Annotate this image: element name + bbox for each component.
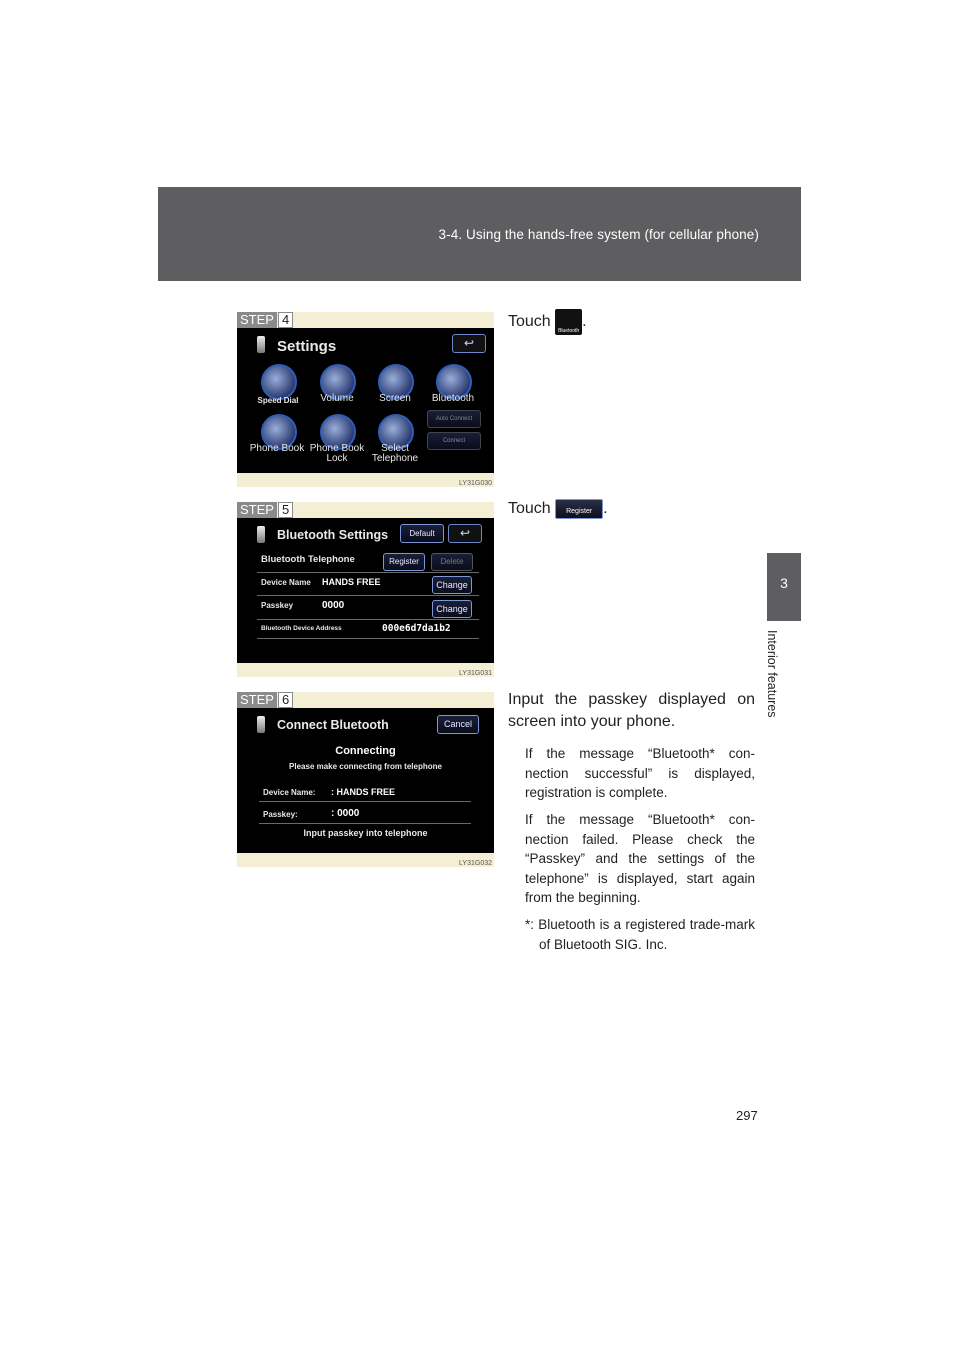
screen-title: Connect Bluetooth <box>277 718 389 732</box>
delete-button[interactable]: Delete <box>431 553 473 571</box>
step-5-instruction: Touch Register . <box>508 500 608 518</box>
speed-dial-label: Speed Dial <box>257 396 299 405</box>
phone-book-label: Phone Book <box>249 443 305 454</box>
device-name-label: Device Name <box>261 578 311 587</box>
trademark-note: *: Bluetooth is a registered trade-mark of Bluetooth SIG. Inc. <box>525 917 755 952</box>
step-5-screenshot <box>237 502 494 677</box>
phone-icon <box>257 526 265 543</box>
back-button[interactable]: ↩ <box>448 524 482 543</box>
divider <box>257 638 479 639</box>
register-inline-button: Register <box>555 499 603 519</box>
screen-title: Bluetooth Settings <box>277 528 389 542</box>
step-6-screenshot <box>237 692 494 867</box>
step-4-instruction: Touch Bluetooth . <box>508 309 587 335</box>
page-number: 297 <box>736 1108 758 1123</box>
passkey-value: 0000 <box>322 600 345 611</box>
select-telephone-label: Select Telephone <box>371 443 419 464</box>
bluetooth-settings-screen <box>237 518 494 663</box>
figure-code: LY31G030 <box>459 480 492 487</box>
screen-title: Settings <box>277 338 337 355</box>
chapter-number: 3 <box>780 575 788 591</box>
divider <box>257 619 479 620</box>
bluetooth-label: Bluetooth <box>431 393 475 404</box>
speed-dial-icon[interactable] <box>261 364 297 400</box>
chapter-label: Interior features <box>765 630 779 718</box>
divider <box>259 823 471 824</box>
settings-screen <box>237 328 494 473</box>
passkey-label: Passkey <box>261 601 294 610</box>
step-6-label: STEP 6 <box>237 692 293 708</box>
divider <box>257 572 479 573</box>
step-4-screenshot <box>237 312 494 487</box>
connect-bluetooth-screen <box>237 708 494 853</box>
chapter-tab <box>767 553 801 621</box>
step-5-label: STEP 5 <box>237 502 293 518</box>
phone-icon <box>257 336 265 353</box>
phone-book-lock-label: Phone Book Lock <box>309 443 365 464</box>
phone-icon <box>257 716 265 733</box>
connect-button[interactable]: Connect <box>427 432 481 450</box>
note-failure: If the message “Bluetooth* con-nection failed. Please check the “Passkey” and the settings of the telephone” is displayed, start again from the beginning. <box>525 812 755 905</box>
step-4-label: STEP 4 <box>237 312 293 328</box>
figure-code: LY31G031 <box>459 670 492 677</box>
passkey-value: : 0000 <box>331 808 360 819</box>
connecting-instruction: Please make connecting from telephone <box>289 762 442 771</box>
register-button[interactable]: Register <box>383 553 425 571</box>
connecting-status: Connecting <box>335 745 396 757</box>
footer-instruction: Input passkey into telephone <box>303 828 428 838</box>
address-value: 000e6d7da1b2 <box>382 623 451 634</box>
note-success: If the message “Bluetooth* con-nection successful” is displayed, registration is complete. <box>525 746 755 800</box>
section-heading: Bluetooth Telephone <box>261 554 355 565</box>
device-name-value: : HANDS FREE <box>331 787 396 797</box>
default-button[interactable]: Default <box>400 524 444 543</box>
divider <box>257 595 479 596</box>
device-name-label: Device Name: <box>263 788 316 797</box>
address-label: Bluetooth Device Address <box>261 625 342 632</box>
section-title: 3-4. Using the hands-free system (for cellular phone) <box>438 227 759 242</box>
back-button[interactable]: ↩ <box>452 334 486 353</box>
cancel-button[interactable]: Cancel <box>437 715 479 734</box>
section-header <box>158 187 801 281</box>
divider <box>259 801 471 802</box>
volume-label: Volume <box>320 393 354 404</box>
change-device-name-button[interactable]: Change <box>432 576 472 594</box>
bluetooth-inline-icon: Bluetooth <box>555 309 582 335</box>
change-passkey-button[interactable]: Change <box>432 600 472 618</box>
passkey-label: Passkey: <box>263 810 298 819</box>
auto-connect-button[interactable]: Auto Connect <box>427 410 481 428</box>
device-name-value: HANDS FREE <box>322 577 381 587</box>
figure-code: LY31G032 <box>459 860 492 867</box>
step-6-instruction: Input the passkey displayed on screen into your phone. <box>508 691 755 730</box>
screen-label: Screen <box>379 393 411 404</box>
